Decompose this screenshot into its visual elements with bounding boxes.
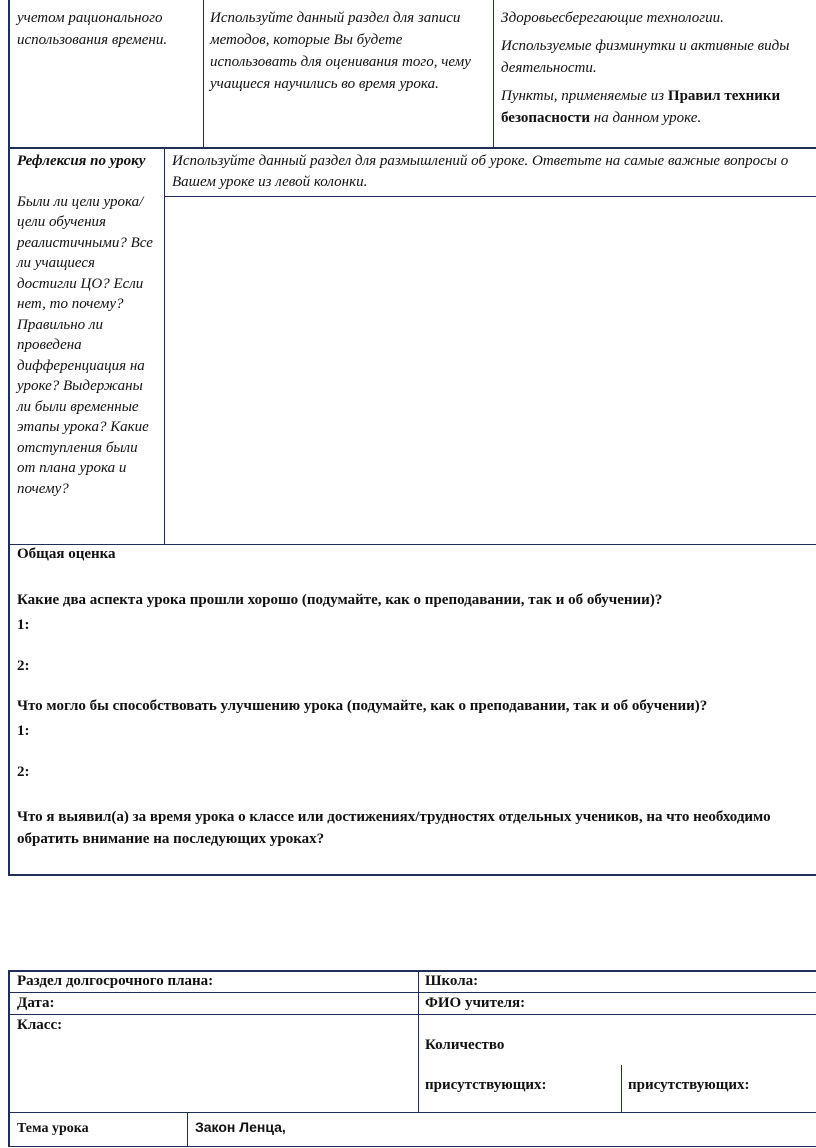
- overall-question-1: Какие два аспекта урока прошли хорошо (подумайте, как о преподавании, так и об обучении)?: [17, 592, 663, 608]
- top-cell-3: [501, 7, 811, 129]
- top-col-divider-1: [203, 0, 204, 148]
- overall-question-2: Что могло бы способствовать улучшению урока (подумайте, как о преподавании, так и об обучении)?: [17, 698, 708, 714]
- top-col-divider-2: [493, 0, 494, 148]
- reflection-col-divider: [164, 148, 165, 544]
- header-row-2-bottom: [8, 1014, 816, 1015]
- q2-answer-1-label: 1:: [17, 723, 30, 739]
- reflection-instruction-cell: [172, 151, 816, 193]
- class-label: Класс:: [17, 1017, 63, 1033]
- top-cell-2: [210, 7, 488, 95]
- reflection-left-cell: [17, 151, 162, 499]
- reflection-title: Рефлексия по уроку: [17, 153, 146, 169]
- reflection-bottom-border: [8, 544, 816, 545]
- q2-answer-2-label: 2:: [17, 764, 30, 780]
- header-col-divider: [418, 970, 419, 1112]
- top-cell-2-text: Используйте данный раздел для записи методов, которые Вы будете использовать для оценивания того, чему учащиеся научились во время урока.: [210, 10, 471, 92]
- lesson-topic-label: Тема урока: [17, 1121, 89, 1136]
- table-left-border: [8, 0, 10, 876]
- overall-title: Общая оценка: [17, 546, 116, 562]
- present-col-divider: [621, 1065, 622, 1112]
- reflection-instruction: Используйте данный раздел для размышлений об уроке. Ответьте на самые важные вопросы о Вашем уроке из левой колонки.: [172, 153, 789, 190]
- header-table-top: [8, 970, 816, 972]
- date-label: Дата:: [17, 995, 55, 1011]
- present-label-1: присутствующих:: [425, 1077, 547, 1093]
- overall-question-3: Что я выявил(а) за время урока о классе или достижениях/трудностях отдельных учеников, на что необходимо обратить внимание на последующих уроках?: [17, 809, 771, 847]
- header-row-3-bottom: [8, 1112, 816, 1113]
- activities-text: Используемые физминутки и активные виды деятельности.: [501, 38, 790, 76]
- health-tech-text: Здоровьесберегающие технологии.: [501, 10, 724, 26]
- header-table-left: [8, 970, 10, 1147]
- q1-answer-1-label: 1:: [17, 617, 30, 633]
- count-label: Количество: [425, 1037, 505, 1053]
- header-row-1-bottom: [8, 992, 816, 993]
- long-term-plan-section-label: Раздел долгосрочного плана:: [17, 973, 214, 989]
- reflection-header-border: [164, 196, 816, 197]
- q1-answer-2-label: 2:: [17, 658, 30, 674]
- present-label-2: присутствующих:: [628, 1077, 750, 1093]
- topic-col-divider: [187, 1112, 188, 1147]
- safety-rules-text: Пункты, применяемые из Правил техники безопасности на данном уроке.: [501, 88, 781, 126]
- top-cell-1-text: учетом рационального использования времени.: [17, 10, 168, 48]
- reflection-questions: Были ли цели урока/цели обучения реалистичными? Все ли учащиеся достигли ЦО? Если нет, то почему? Правильно ли проведена дифференциация на уроке? Выдержаны ли были временные этапы урока? Какие отступления были от плана урока и почему?: [17, 193, 153, 497]
- top-row-bottom-border: [8, 147, 816, 149]
- school-label: Школа:: [425, 973, 479, 989]
- header-table-bottom: [8, 1146, 816, 1147]
- overall-bottom-border: [8, 874, 816, 876]
- top-cell-1: [17, 7, 197, 51]
- lesson-topic-value: Закон Ленца,: [195, 1119, 286, 1135]
- teacher-name-label: ФИО учителя:: [425, 995, 526, 1011]
- safety-rules-bold: Правил техники безопасности: [501, 88, 781, 126]
